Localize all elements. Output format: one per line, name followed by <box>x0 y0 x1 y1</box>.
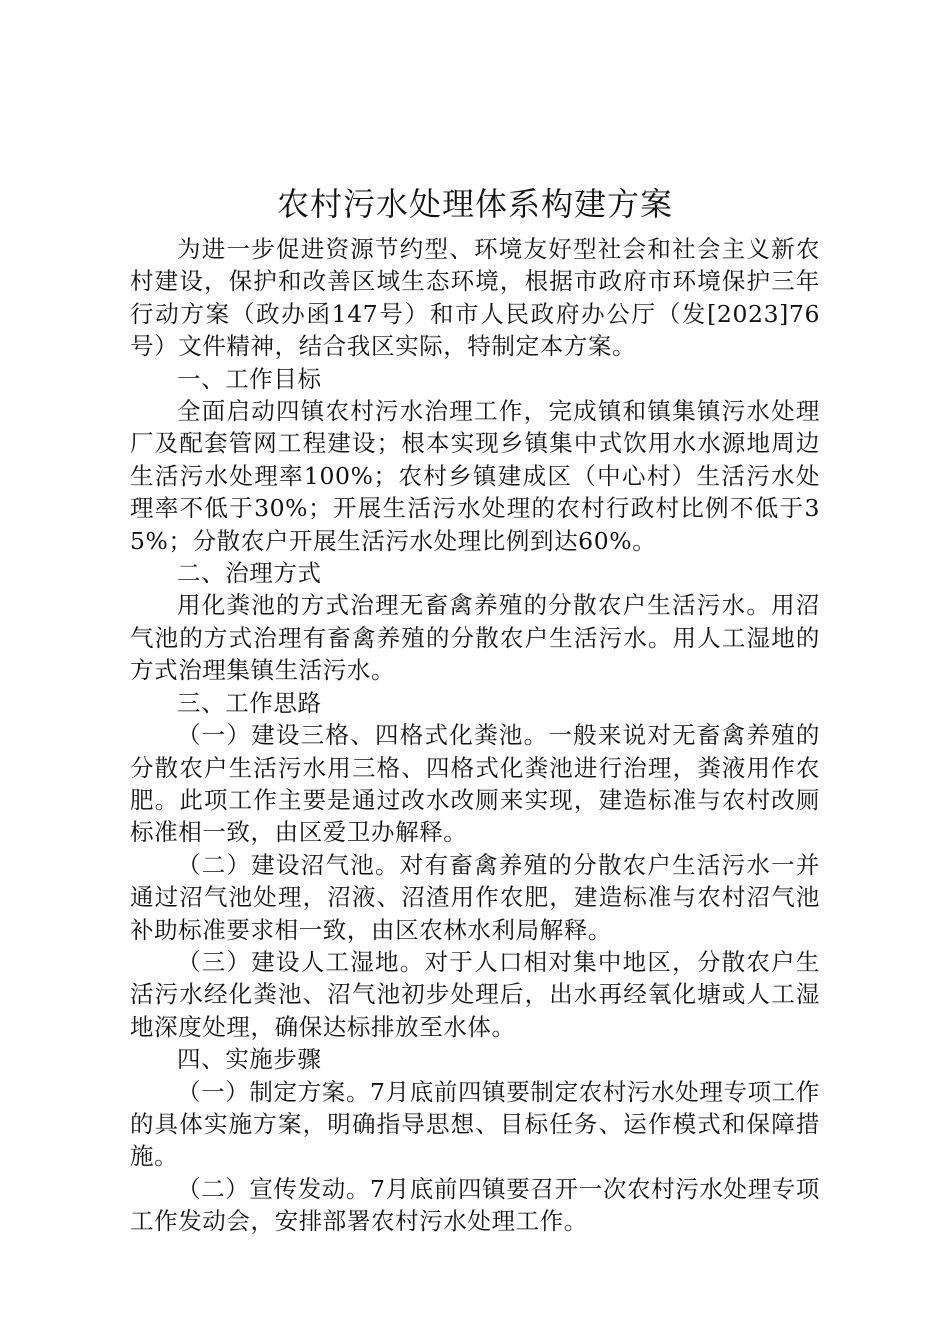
document-title: 农村污水处理体系构建方案 <box>276 185 673 223</box>
section-heading-approach: 三、工作思路 <box>177 688 322 717</box>
document-body <box>130 233 820 1238</box>
approach-item-wetland: （三）建设人工湿地。对于人口相对集中地区，分散农户生活污水经化粪池、沼气池初步处理后，出水再经氧化塘或人工湿地深度处理，确保达标排放至水体。 <box>130 947 820 1041</box>
step-item-mobilize: （二）宣传发动。7月底前四镇要召开一次农村污水处理专项工作发动会，安排部署农村污水处理工作。 <box>130 1174 820 1236</box>
goals-paragraph: 全面启动四镇农村污水治理工作，完成镇和镇集镇污水处理厂及配套管网工程建设；根本实现乡镇集中式饮用水水源地周边生活污水处理率100%；农村乡镇建成区（中心村）生活污水处理率不低于30%；开展生活污水处理的农村行政村比例不低于35%；分散农户开展生活污水处理比例到达60%。 <box>130 397 820 555</box>
section-heading-steps: 四、实施步骤 <box>177 1045 322 1074</box>
section-heading-methods: 二、治理方式 <box>177 559 322 588</box>
intro-paragraph: 为进一步促进资源节约型、环境友好型社会和社会主义新农村建设，保护和改善区域生态环境，根据市政府市环境保护三年行动方案（政办函147号）和市人民政府办公厅（发[2023]76号）文件精神，结合我区实际，特制定本方案。 <box>130 235 820 361</box>
step-item-plan: （一）制定方案。7月底前四镇要制定农村污水处理专项工作的具体实施方案，明确指导思想、目标任务、运作模式和保障措施。 <box>130 1077 820 1171</box>
section-heading-goals: 一、工作目标 <box>177 364 322 393</box>
methods-paragraph: 用化粪池的方式治理无畜禽养殖的分散农户生活污水。用沼气池的方式治理有畜禽养殖的分散农户生活污水。用人工湿地的方式治理集镇生活污水。 <box>130 591 820 685</box>
approach-item-septic-tank: （一）建设三格、四格式化粪池。一般来说对无畜禽养殖的分散农户生活污水用三格、四格式化粪池进行治理，粪液用作农肥。此项工作主要是通过改水改厕来实现，建造标准与农村改厕标准相一致，由区爱卫办解释。 <box>130 721 820 847</box>
approach-item-biogas: （二）建设沼气池。对有畜禽养殖的分散农户生活污水一并通过沼气池处理，沼液、沼渣用作农肥，建造标准与农村沼气池补助标准要求相一致，由区农林水利局解释。 <box>130 850 820 944</box>
